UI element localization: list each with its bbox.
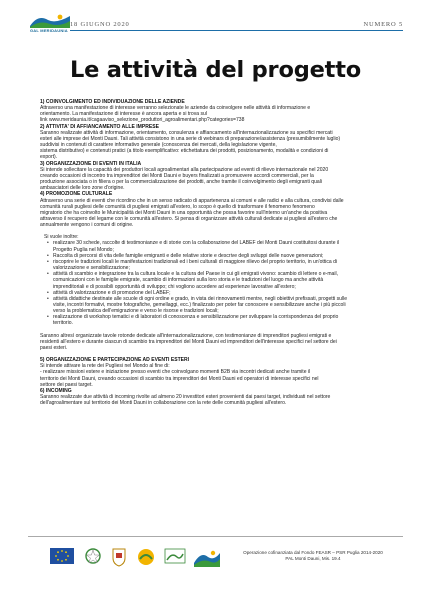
- list-item: • realizzare 30 schede, raccolte di testimonianze e di storie con la collaborazione del LABEF dei Monti Dauni costituitosi durante il: [48, 240, 395, 246]
- activities-list: [40, 240, 395, 326]
- leader-logo-icon: [164, 546, 186, 568]
- paragraph-line: dell'agroalimentare sul territorio dei Monti Dauni in collaborazione con la rete delle comunità pugliesi all'estero.: [40, 400, 287, 407]
- list-item: • attività didattiche destinate alle scuole di ogni ordine e grado, in vista dei rinnovamenti mentre, negli obiettivi prefissati, progetti sulle: [48, 296, 395, 302]
- paragraph-line: territorio dei Monti Dauni, creando occasioni di scambio tra imprenditori dei Monti Dauni ed operatori di interesse specifici nel: [40, 375, 319, 382]
- paragraph-line: esteri alle imprese dei Monti Dauni. Tali attività consistono in una serie di webinars di preparazione/assistenza (presumibilmente luglio): [40, 135, 341, 142]
- paragraph-line: Saranno realizzate attività di informazione, orientamento, consulenza e affiancamento all'internazionalizzazione su specifici mercati: [40, 129, 333, 136]
- paragraph-line: - realizzare missioni estere e iniziazione presso eventi che coinvolgano momenti B2B via incontri dedicati anche tramite il: [40, 369, 311, 376]
- region-puglia-icon: [110, 546, 128, 568]
- paragraph-line: export).: [40, 154, 58, 161]
- paragraph-line: ambasciatori delle loro zone d'origine.: [40, 185, 125, 192]
- paragraph-line: comunità rurali pugliesi delle comunità di pugliesi emigrati all'estero, lo scopo è quello di trasformare il fenomeno fenomeno: [40, 203, 315, 210]
- paragraph-line: Si intende attivare la rete dei Pugliesi nel Mondo al fine di:: [40, 363, 170, 370]
- paragraph-line: paesi esteri.: [40, 344, 68, 351]
- paragraph-line: migratorio che ha coinvolto le Municipalità dei Monti Dauni in una opportunità che possa favorire sull'interno un'anche da positiva: [40, 209, 328, 216]
- paragraph-line: Attraverso una manifestazione di interesse verranno selezionate le aziende da coinvolgere nelle attività di informazione e: [40, 105, 311, 112]
- funding-line-2: PAL Monti Dauni, Mis. 19.4: [285, 556, 341, 561]
- paragraph-line: attraverso il recupero del legame con le comunità all'estero. Si pensa di organizzare attività culturali dedicate ai pugliesi all'estero che: [40, 215, 338, 222]
- issue-date: 18 GIUGNO 2020: [70, 21, 130, 28]
- list-item-cont: imprenditoriali e di possibili opportunità di sviluppo; chi vogliono accedere ad esperienze lavorative all'estero;: [53, 283, 296, 290]
- header-divider: [70, 30, 403, 31]
- list-item-cont: territorio.: [53, 320, 73, 327]
- list-item: • realizzazione di workshop tematici e di laboratori di conoscenza e sensibilizzazione per sviluppare la corrispondenza del proprio: [48, 314, 395, 320]
- paragraph-line: annualmente vengono i comuni di origine.: [40, 222, 134, 229]
- list-item-cont: verso la problematica dell'emigrazione e verso le risorse e tradizioni locali;: [53, 308, 219, 315]
- paragraph-line: creando occasioni di incontro tra imprenditori dei Monti Dauni e buyers finalizzati a promuovere accordi commerciali, per la: [40, 172, 314, 179]
- list-item: • attività di valorizzazione e di promozione del LABEF;: [48, 290, 395, 296]
- funding-line-1: Operazione cofinanziata dal Fondo FEASR – PSR Puglia 2014-2020: [243, 550, 383, 555]
- section-heading: 4) PROMOZIONE CULTURALE: [40, 191, 113, 198]
- italian-republic-emblem-icon: [84, 546, 102, 568]
- article-body: [40, 99, 395, 406]
- list-item-cont: Progetto Puglia nel Mondo;: [53, 246, 114, 253]
- paragraph-line: orientamento. La manifestazione di interesse è ancora aperta e si trova sul: [40, 111, 207, 118]
- section-heading: 3) ORGANIZZAZIONE DI EVENTI IN ITALIA: [40, 160, 142, 167]
- issue-number: NUMERO 5: [363, 21, 403, 28]
- page-title: Le attività del progetto: [69, 57, 362, 83]
- eu-flag-icon: [50, 546, 74, 568]
- gal-meridaunia-logo: [30, 12, 70, 34]
- paragraph-link[interactable]: link www.meridaunia.it/cagaaviso_selezione_produttori_agroalimentari.php?categories=738: [40, 117, 245, 124]
- list-item-cont: comunicazioni con le famiglie emigrate, scambio di informazioni sulla loro storia e le tradizioni del luogo ma anche attività: [53, 277, 324, 284]
- paragraph-line: suddivisi in contenuti di carattere informativo generale (conoscenza dei mercati, della legislazione vigente,: [40, 142, 277, 149]
- footer-divider: [28, 536, 403, 537]
- paragraph-line: settore dei paesi target.: [40, 381, 93, 388]
- list-item-cont: valorizzazione e sensibilizzazione;: [53, 265, 130, 272]
- section-heading: 5) ORGANIZZAZIONE E PARTECIPAZIONE AD EVENTI ESTERI: [40, 357, 190, 364]
- paragraph-line: Si intende sollecitare la capacità dei produttori locali agroalimentari alla partecipazione ad eventi di rilievo internazionale nel 2020: [40, 166, 329, 173]
- list-item-cont: visite, incontri formativi, mostre fotografiche, gemellaggi, ecc.) finalizzato per poter far conoscere e sensibilizzare anche i più piccoli: [53, 302, 346, 308]
- section-heading: 2) ATTIVITA' DI AFFIANCAMENTO ALLE IMPRESE: [40, 123, 159, 130]
- list-intro: Si vuole inoltre:: [44, 234, 79, 241]
- list-item: • riscoprire le tradizioni locali le manifestazioni tradizionali ed i beni culturali di maggiore rilievo del proprio territorio, in un'ottica di: [48, 259, 395, 265]
- footer-logos: [50, 546, 220, 568]
- paragraph-line: Saranno altresì organizzate tavole rotonde dedicate all'internazionalizzazione, con testimonianze di imprenditori pugliesi emigrati e: [40, 332, 332, 339]
- paragraph-line: produzione associata o in filiera o per la commercializzazione dei prodotti, anche tramite il coinvolgimento degli emigranti quali: [40, 179, 322, 186]
- paragraph-line: residenti all'estero e durante ciascun di scambio tra imprenditori del Monti Dauni ed imprenditori dell'interesse specifici nel settore dei: [40, 338, 337, 345]
- list-item: • Raccolta di percorsi di vita delle famiglie emigranti e delle relative storie e descrive degli sviluppi delle nuove generazioni;: [48, 253, 395, 259]
- list-item: • attività di scambio e integrazione tra la cultura locale e la cultura del Paese in cui gli emigrati vivono: scambio di lettere o e-mail,: [48, 271, 395, 277]
- paragraph-line: Attraverso una serie di eventi che ricordino che in un senso radicato di appartenenza ai comuni e alle radici e alla cultura, condivisi dalle: [40, 197, 344, 204]
- section-heading: 1) COINVOLGIMENTO ED INDIVIDUAZIONE DELLE AZIENDE: [40, 99, 185, 105]
- paragraph-line: sistema distributivo) e contenuti pratici (a titolo esemplificativo: etichettatura dei prodotti, posizionamento, modalità e condizioni di: [40, 148, 329, 155]
- gal-small-logo-icon: [194, 546, 220, 568]
- paragraph-line: Saranno realizzate due attività di incoming rivolte ad almeno 20 investitori esteri provenienti dai paesi target, individuati nel settore: [40, 394, 331, 401]
- funding-note: [228, 550, 398, 562]
- logo-text: GAL MERIDAUNIA: [30, 28, 68, 33]
- psr-puglia-icon: [136, 546, 156, 568]
- section-heading: 6) INCOMING: [40, 387, 72, 394]
